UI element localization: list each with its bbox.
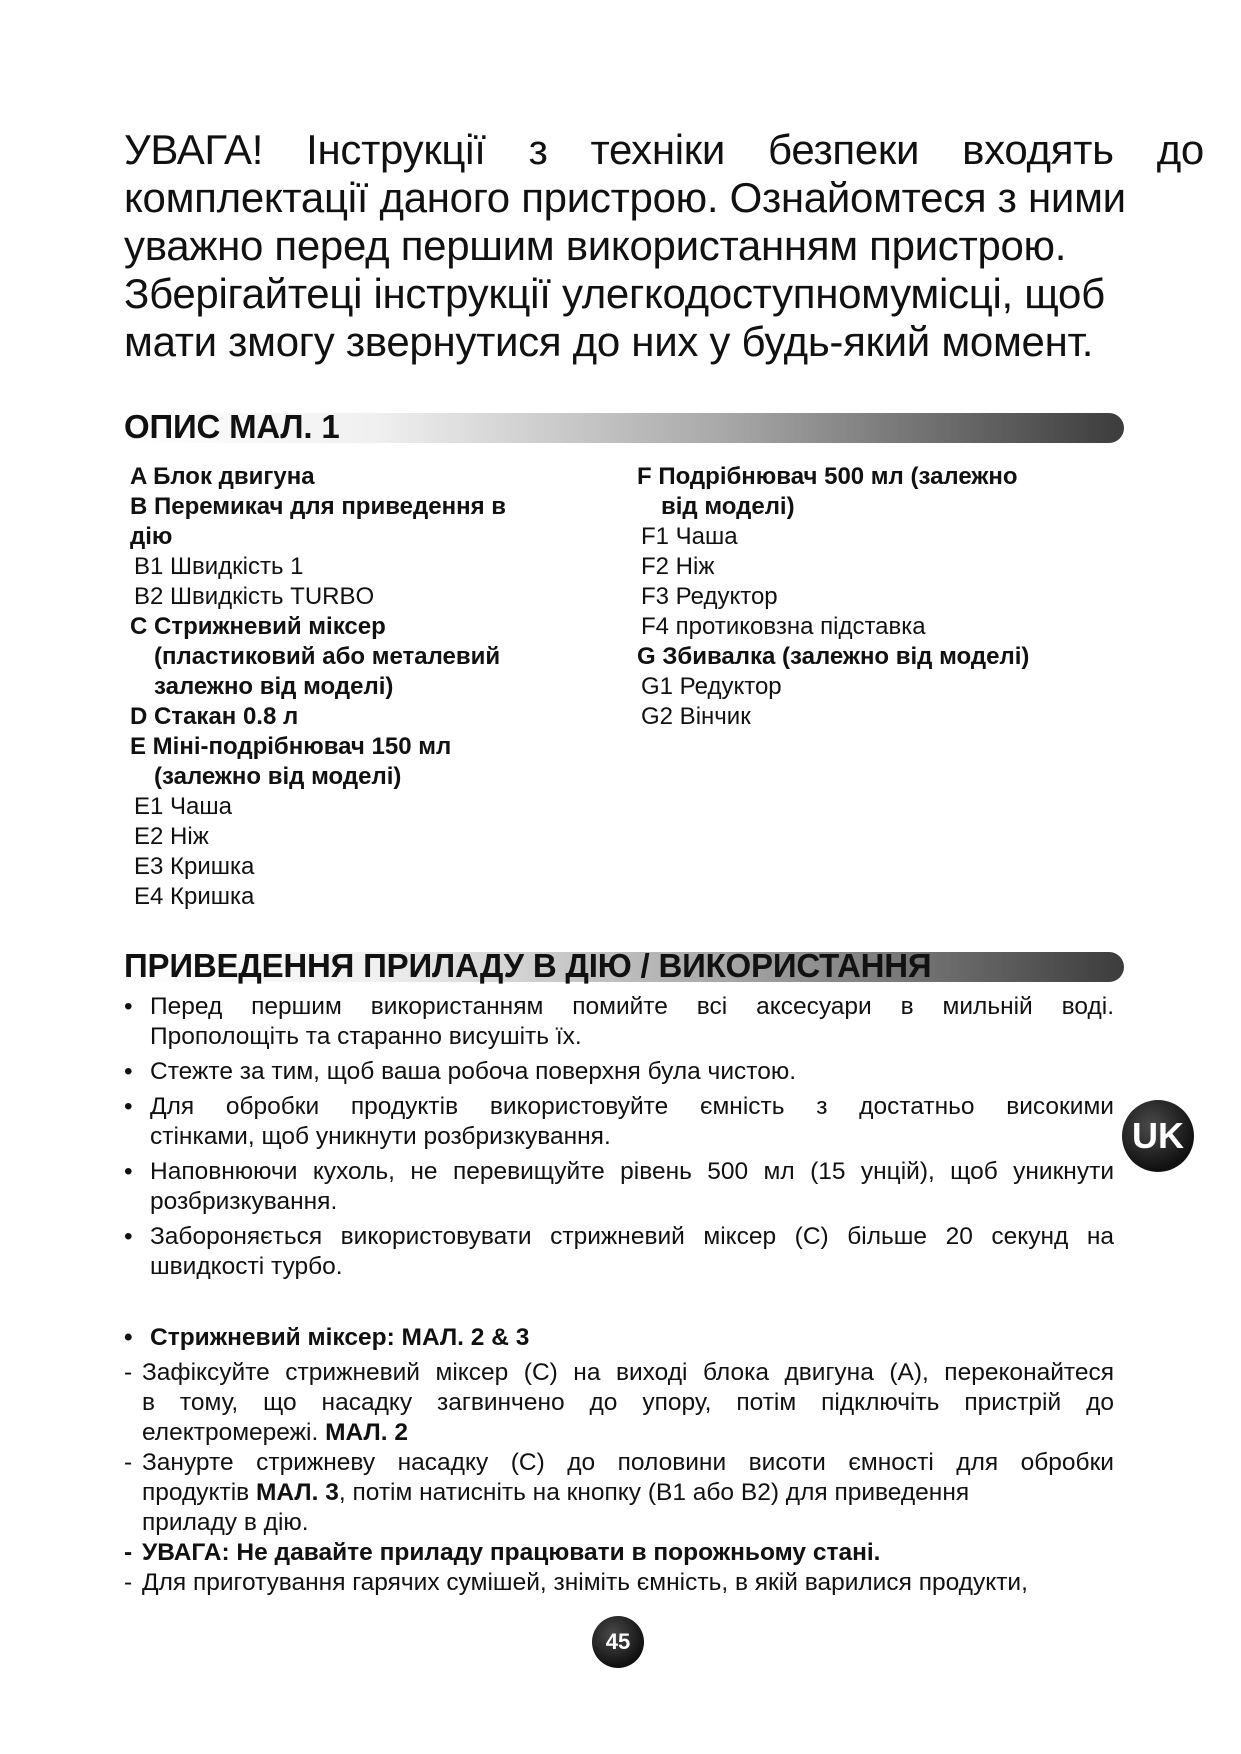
step-item (124, 1448, 1114, 1538)
part-item: B Перемикач для приведення в (130, 493, 507, 520)
figure-ref: МАЛ. 2 (325, 1419, 408, 1446)
part-item: E1 Чаша (134, 793, 232, 820)
bullet-line: • Стежте за тим, щоб ваша робоча поверхня була чистою. (150, 1058, 797, 1085)
usage-instructions (124, 992, 1114, 1598)
part-item: E3 Кришка (134, 853, 255, 880)
part-item: E4 Кришка (134, 883, 255, 910)
subheading (124, 1323, 1114, 1353)
step-text: , потім натисніть на кнопку (B1 або B2) для приведення (338, 1479, 970, 1506)
parts-list-right (637, 462, 1117, 732)
bullet-line: розбризкування. (150, 1188, 338, 1215)
warning-line: Зберігайтеці інструкції улегкодоступномумісці, щоб (124, 270, 1105, 317)
part-item: C Стрижневий міксер (130, 613, 386, 640)
bullet-line: • Перед першим використанням помийте всі аксесуари в мильній воді. (150, 993, 1114, 1020)
spacer (124, 1287, 1114, 1323)
figure-ref: МАЛ. 3 (256, 1479, 339, 1506)
part-item: G1 Редуктор (641, 673, 782, 700)
part-item: F4 протиковзна підставка (641, 613, 926, 640)
subheading-text: • Стрижневий міксер: МАЛ. 2 & 3 (150, 1324, 530, 1351)
step-line: - УВАГА: Не давайте приладу працювати в порожньому стані. (142, 1539, 881, 1566)
bullet-item (124, 1157, 1114, 1217)
part-item: D Стакан 0.8 л (130, 703, 299, 730)
step-line: - Зафіксуйте стрижневий міксер (C) на виході блока двигуна (A), переконайтеся (142, 1359, 1114, 1386)
part-item: E Міні-подрібнювач 150 мл (130, 733, 452, 760)
section-header-description (124, 407, 1124, 447)
step-item (124, 1358, 1114, 1448)
bullet-item (124, 1222, 1114, 1282)
part-item: A Блок двигуна (130, 463, 315, 490)
bullet-item (124, 1092, 1114, 1152)
step-line: в тому, що насадку загвинчено до упору, потім підключіть пристрій до (142, 1389, 1114, 1416)
step-item (124, 1568, 1114, 1598)
safety-warning (124, 126, 1204, 366)
step-text: продуктів (142, 1479, 250, 1506)
bullet-item (124, 1057, 1114, 1087)
step-text: електромережі. (142, 1419, 319, 1446)
bullet-line: Прополощіть та старанно висушіть їх. (150, 1023, 582, 1050)
language-badge: UK (1122, 1100, 1194, 1172)
part-item: залежно від моделі) (154, 673, 394, 700)
part-item: F1 Чаша (641, 523, 738, 550)
page-number: 45 (592, 1616, 644, 1668)
bullet-line: • Наповнюючи кухоль, не перевищуйте рівень 500 мл (15 унцій), щоб уникнути (150, 1158, 1114, 1185)
step-line: - Для приготування гарячих сумішей, зніміть ємність, в якій варилися продукти, (142, 1569, 1028, 1596)
section-title: ПРИВЕДЕННЯ ПРИЛАДУ В ДІЮ / ВИКОРИСТАННЯ (124, 947, 932, 984)
warning-line: комплектації даного пристрою. Ознайомтеся з ними (124, 174, 1126, 221)
step-item-warning (124, 1538, 1114, 1568)
warning-line: мати змогу звернутися до них у будь-який момент. (124, 318, 1094, 365)
part-item: (пластиковий або металевий (154, 643, 501, 670)
warning-line: уважно перед першим використанням пристрою. (124, 222, 1067, 269)
part-item: F Подрібнювач 500 мл (залежно (637, 463, 1018, 490)
step-line (142, 1418, 1114, 1448)
section-title: ОПИС МАЛ. 1 (124, 408, 340, 445)
bullet-line: • Для обробки продуктів використовуйте ємність з достатньо високими (150, 1093, 1114, 1120)
part-item: F2 Ніж (641, 553, 715, 580)
part-item: G2 Вінчик (641, 703, 751, 730)
part-item: G Збивалка (залежно від моделі) (637, 643, 1030, 670)
part-item: дію (130, 523, 173, 550)
section-header-usage (124, 946, 1124, 986)
bullet-line: швидкості турбо. (150, 1253, 343, 1280)
part-item: F3 Редуктор (641, 583, 778, 610)
bullet-line: • Забороняється використовувати стрижневий міксер (C) більше 20 секунд на (150, 1223, 1114, 1250)
step-line (142, 1478, 1114, 1508)
part-item: B2 Швидкість TURBO (134, 583, 375, 610)
step-line: - Занурте стрижневу насадку (C) до половини висоти ємності для обробки (142, 1449, 1114, 1476)
part-item: B1 Швидкість 1 (134, 553, 304, 580)
part-item: від моделі) (661, 493, 795, 520)
parts-list-left (130, 462, 620, 912)
bullet-item (124, 992, 1114, 1052)
bullet-line: стінками, щоб уникнути розбризкування. (150, 1123, 611, 1150)
part-item: (залежно від моделі) (154, 763, 402, 790)
step-line: приладу в дію. (142, 1509, 309, 1536)
part-item: E2 Ніж (134, 823, 209, 850)
warning-line: УВАГА! Інструкції з техніки безпеки входять до (124, 126, 1204, 173)
